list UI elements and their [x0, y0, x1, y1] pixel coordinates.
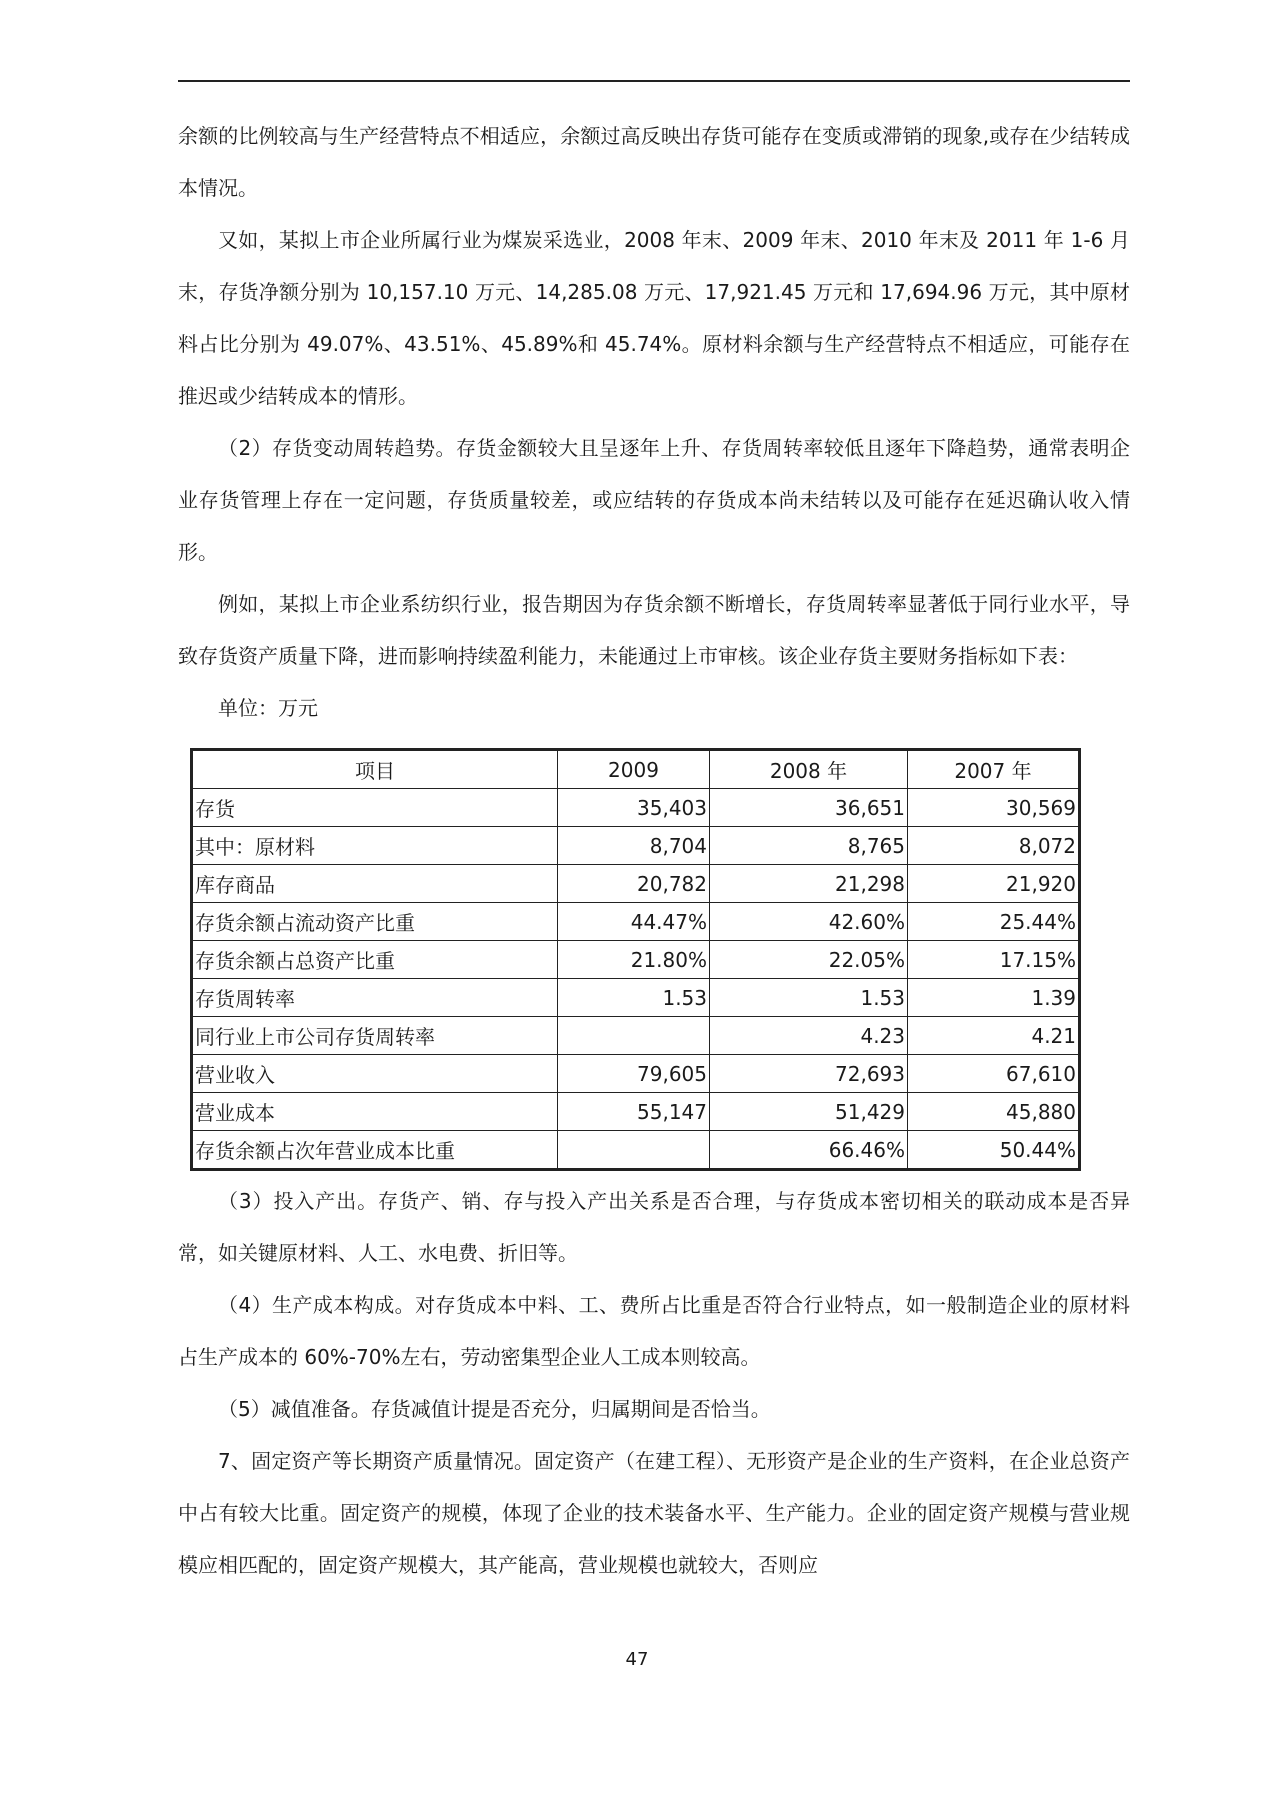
cell-2007: 17.15%: [908, 941, 1080, 979]
table-row: [192, 1131, 1080, 1170]
cell-2008: 51,429: [710, 1093, 908, 1131]
paragraph-turnover-trend: （2）存货变动周转趋势。存货金额较大且呈逐年上升、存货周转率较低且逐年下降趋势，通常表明企业存货管理上存在一定问题，存货质量较差，或应结转的存货成本尚未结转以及可能存在延迟确认收入情形。: [178, 436, 1130, 564]
table-row: [192, 979, 1080, 1017]
page-body: [178, 110, 1130, 1591]
cell-2008: 21,298: [710, 865, 908, 903]
cell-2009: [558, 1017, 710, 1055]
table-row: [192, 865, 1080, 903]
header-2007: 2007 年: [908, 750, 1080, 789]
cell-2008: 36,651: [710, 789, 908, 827]
cell-2008: 8,765: [710, 827, 908, 865]
cell-2009: [558, 1131, 710, 1170]
header-2008: 2008 年: [710, 750, 908, 789]
table-row: [192, 827, 1080, 865]
cell-2008: 42.60%: [710, 903, 908, 941]
cell-2007: 50.44%: [908, 1131, 1080, 1170]
paragraph-textile-example: 例如，某拟上市企业系纺织行业，报告期因为存货余额不断增长，存货周转率显著低于同行业水平，导致存货资产质量下降，进而影响持续盈利能力，未能通过上市审核。该企业存货主要财务指标如下表：: [178, 592, 1130, 668]
paragraph-impairment: （5）减值准备。存货减值计提是否充分，归属期间是否恰当。: [218, 1397, 771, 1421]
cell-2008: 22.05%: [710, 941, 908, 979]
table-row: [192, 941, 1080, 979]
paragraph-coal-example: 又如，某拟上市企业所属行业为煤炭采选业，2008 年末、2009 年末、2010 年末及 2011 年 1-6 月末，存货净额分别为 10,157.10 万元、14,285.08 万元、17,921.45 万元和 17,694.96 万元，其中原材料占比分别为 49.07%、43.51%、45.89%和 45.74%。原材料余额与生产经营特点不相适应，可能存在推迟或少结转成本的情形。: [178, 228, 1130, 408]
cell-2007: 21,920: [908, 865, 1080, 903]
cell-2009: 8,704: [558, 827, 710, 865]
cell-2007: 25.44%: [908, 903, 1080, 941]
table-row: [192, 789, 1080, 827]
cell-2007: 8,072: [908, 827, 1080, 865]
paragraph-input-output: （3）投入产出。存货产、销、存与投入产出关系是否合理，与存货成本密切相关的联动成本是否异常，如关键原材料、人工、水电费、折旧等。: [178, 1189, 1130, 1265]
inventory-financial-table: [190, 748, 1081, 1171]
table-row: [192, 1017, 1080, 1055]
paragraph-cost-structure: （4）生产成本构成。对存货成本中料、工、费所占比重是否符合行业特点，如一般制造企业的原材料占生产成本的 60%-70%左右，劳动密集型企业人工成本则较高。: [178, 1293, 1130, 1369]
cell-2007: 30,569: [908, 789, 1080, 827]
cell-2008: 1.53: [710, 979, 908, 1017]
table-row: [192, 1055, 1080, 1093]
cell-2009: 44.47%: [558, 903, 710, 941]
cell-2009: 20,782: [558, 865, 710, 903]
table-row: [192, 903, 1080, 941]
row-label: 其中：原材料: [192, 827, 558, 865]
page-number: 47: [625, 1649, 649, 1670]
cell-2008: 4.23: [710, 1017, 908, 1055]
cell-2008: 66.46%: [710, 1131, 908, 1170]
table-row: [192, 1093, 1080, 1131]
paragraph-fixed-assets: 7、固定资产等长期资产质量情况。固定资产（在建工程）、无形资产是企业的生产资料，在企业总资产中占有较大比重。固定资产的规模，体现了企业的技术装备水平、生产能力。企业的固定资产规模与营业规模应相匹配的，固定资产规模大，其产能高，营业规模也就较大，否则应: [178, 1449, 1130, 1577]
row-label: 营业成本: [192, 1093, 558, 1131]
header-2009: 2009: [558, 750, 710, 789]
paragraph-continued: 余额的比例较高与生产经营特点不相适应，余额过高反映出存货可能存在变质或滞销的现象,或存在少结转成本情况。: [178, 124, 1130, 200]
row-label: 同行业上市公司存货周转率: [192, 1017, 558, 1055]
header-item: 项目: [192, 750, 558, 789]
row-label: 库存商品: [192, 865, 558, 903]
table-unit-label: 单位：万元: [218, 696, 318, 720]
table-header-row: [192, 750, 1080, 789]
cell-2007: 45,880: [908, 1093, 1080, 1131]
cell-2008: 72,693: [710, 1055, 908, 1093]
cell-2009: 55,147: [558, 1093, 710, 1131]
row-label: 存货余额占总资产比重: [192, 941, 558, 979]
cell-2009: 35,403: [558, 789, 710, 827]
cell-2007: 67,610: [908, 1055, 1080, 1093]
row-label: 营业收入: [192, 1055, 558, 1093]
row-label: 存货余额占次年营业成本比重: [192, 1131, 558, 1170]
header-rule: [178, 80, 1130, 82]
cell-2007: 1.39: [908, 979, 1080, 1017]
row-label: 存货: [192, 789, 558, 827]
row-label: 存货周转率: [192, 979, 558, 1017]
row-label: 存货余额占流动资产比重: [192, 903, 558, 941]
cell-2009: 79,605: [558, 1055, 710, 1093]
cell-2009: 1.53: [558, 979, 710, 1017]
cell-2007: 4.21: [908, 1017, 1080, 1055]
cell-2009: 21.80%: [558, 941, 710, 979]
